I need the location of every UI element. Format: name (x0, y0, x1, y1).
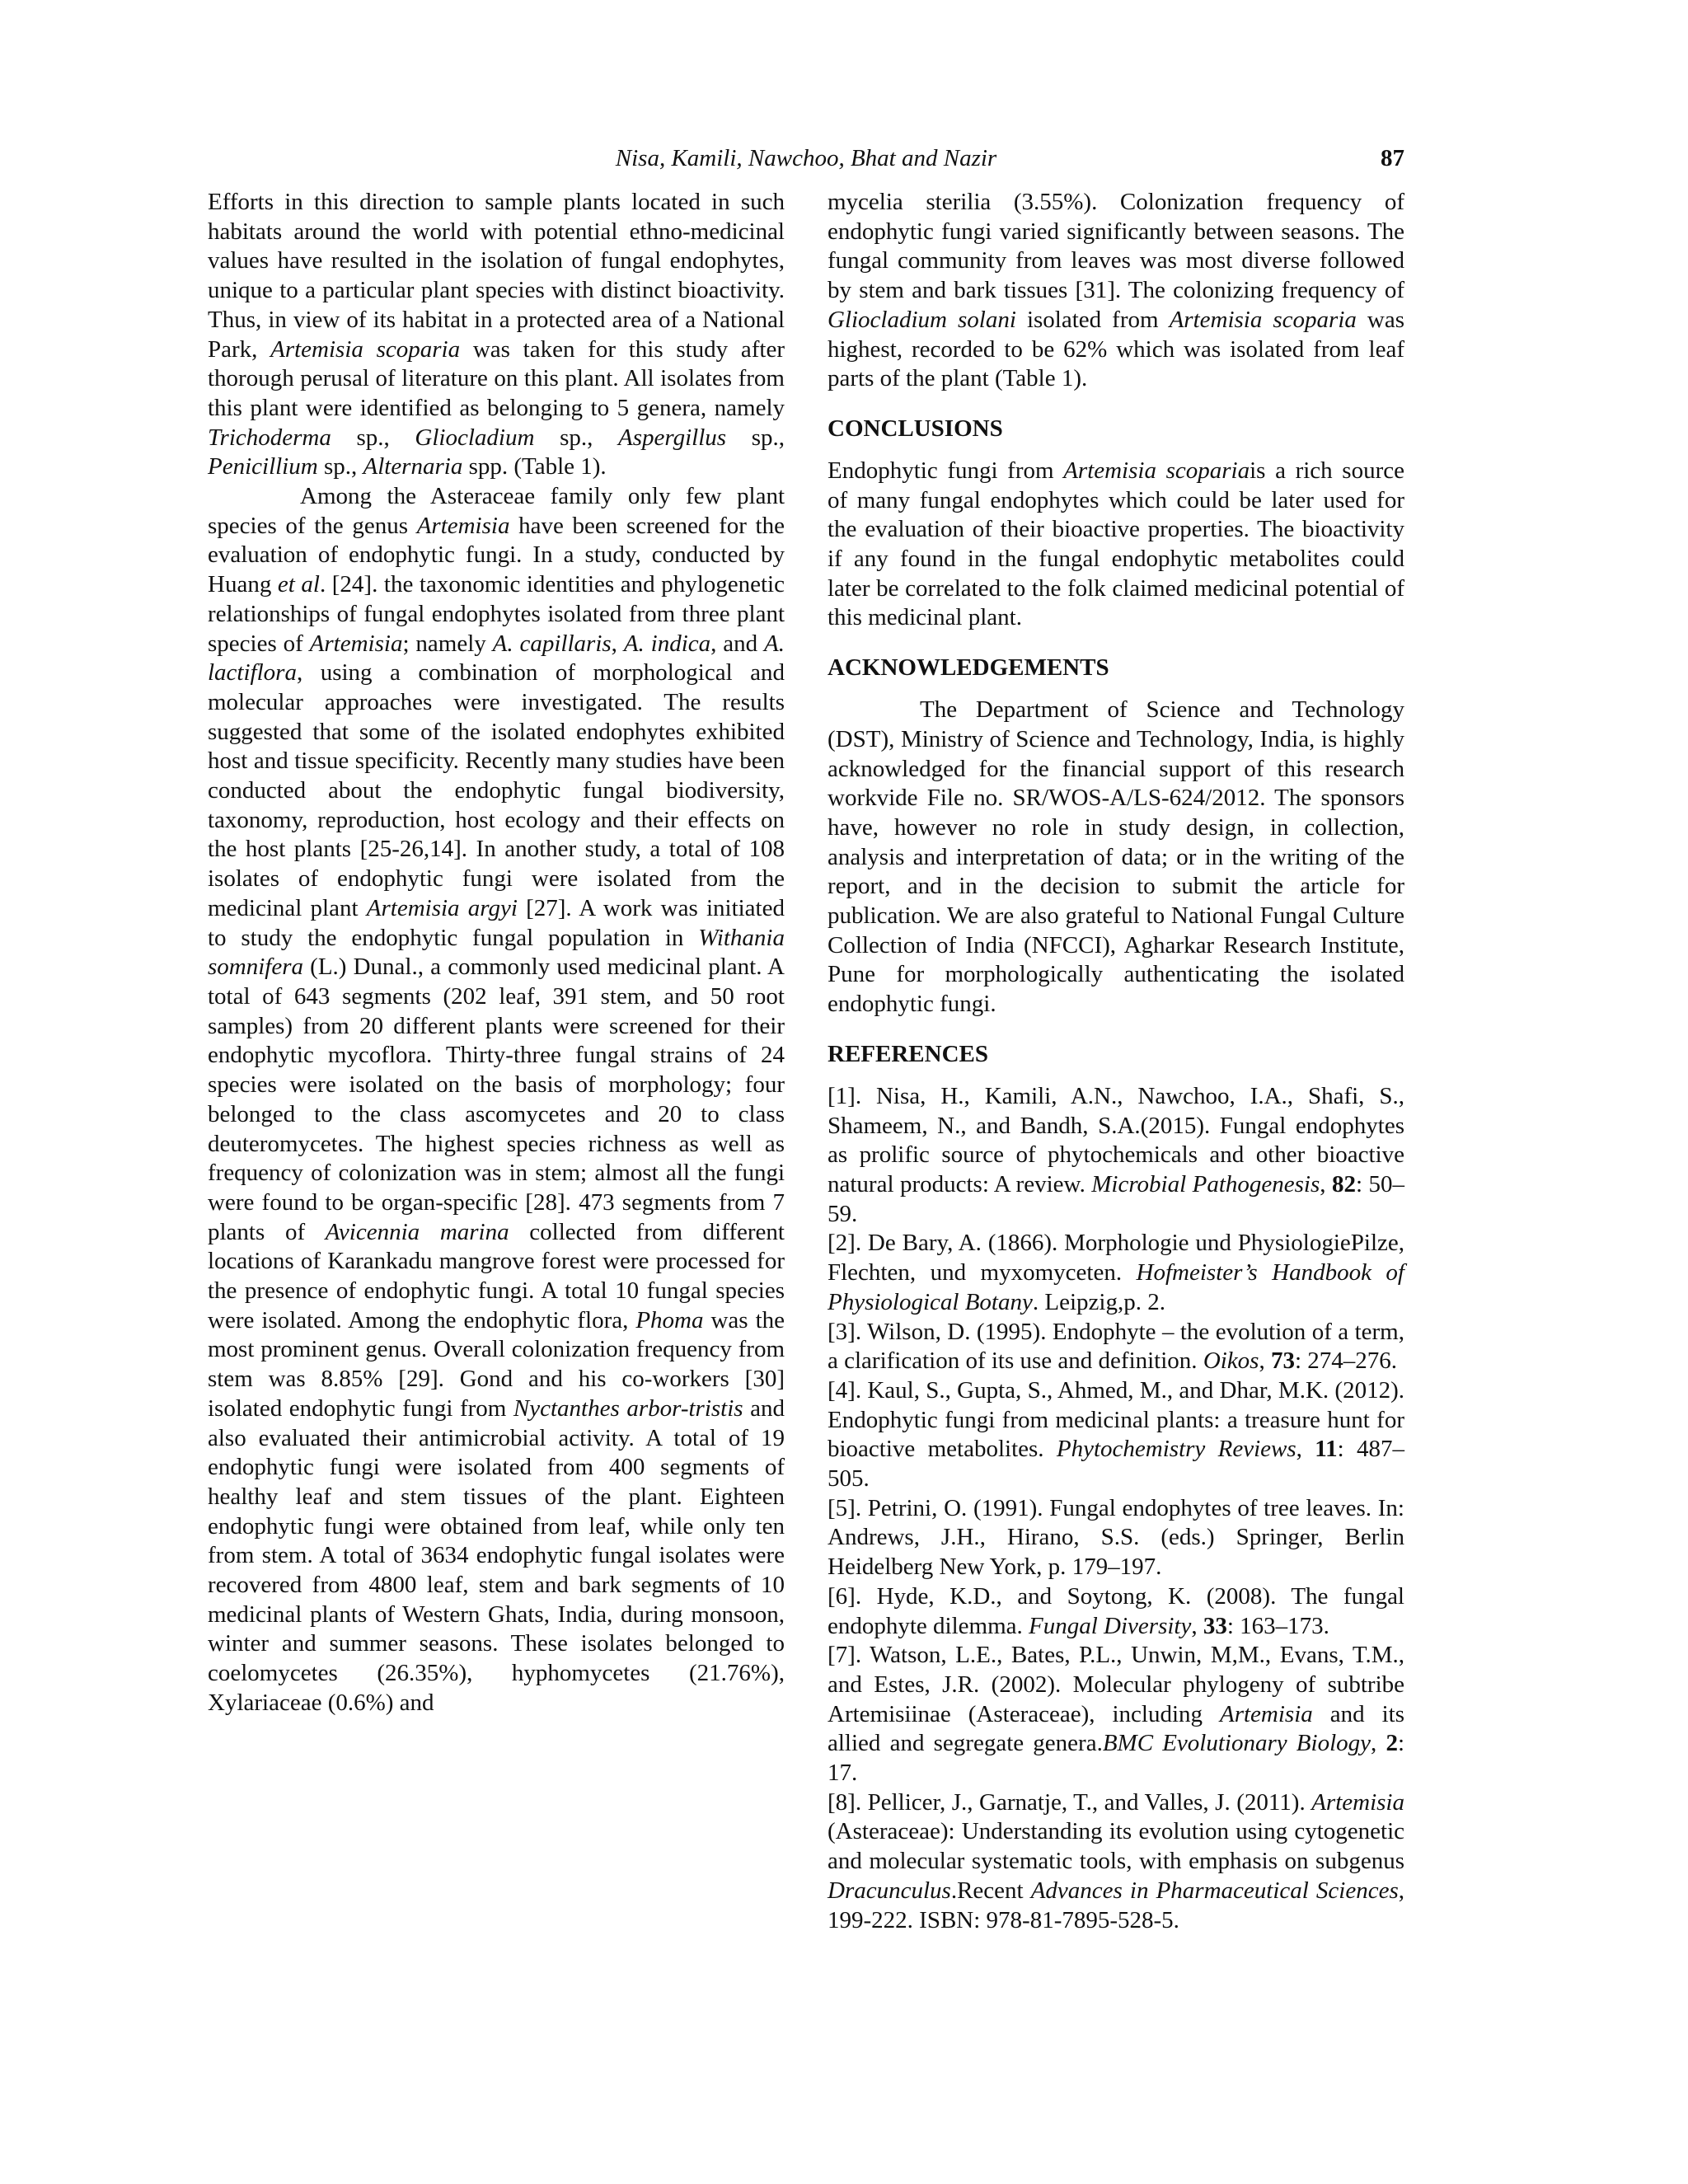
reference-item: [2]. De Bary, A. (1866). Morphologie und PhysiologiePilze, Flechten, und myxomyceten. Hofmeister’s Handbook of Physiological Botany. Leipzig,p. 2. (828, 1230, 1404, 1315)
body-paragraph: mycelia sterilia (3.55%). Colonization frequency of endophytic fungi varied significantly between seasons. The fungal community from leaves was most diverse followed by stem and bark tissues [31]. The colonizing frequency of Gliocladium solani isolated from Artemisia scoparia was highest, recorded to be 62% which was isolated from leaf parts of the plant (Table 1). (828, 189, 1404, 392)
page-number: 87 (1381, 145, 1404, 171)
page-header (208, 142, 1404, 175)
acknowledgements-heading: ACKNOWLEDGEMENTS (828, 654, 1109, 682)
right-column (828, 188, 1404, 1935)
reference-item: [1]. Nisa, H., Kamili, A.N., Nawchoo, I.A., Shafi, S., Shameem, N., and Bandh, S.A.(2015). Fungal endophytes as prolific source of phytochemicals and other bioactive natural products: A review. Microbial Pathogenesis, 82: 50–59. (828, 1082, 1404, 1227)
running-head: Nisa, Kamili, Nawchoo, Bhat and Nazir (615, 145, 997, 171)
reference-item: [3]. Wilson, D. (1995). Endophyte – the evolution of a term, a clarification of its use and definition. Oikos, 73: 274–276. (828, 1318, 1404, 1375)
acknowledgements-paragraph: The Department of Science and Technology (DST), Ministry of Science and Technology, India, is highly acknowledged for the financial support of this research workvide File no. SR/WOS-A/LS-624/2012. The sponsors have, however no role in study design, in collection, analysis and interpretation of data; or in the writing of the report, and in the decision to submit the article for publication. We are also grateful to National Fungal Culture Collection of India (NFCCI), Agharkar Research Institute, Pune for morphologically authenticating the isolated endophytic fungi. (828, 696, 1404, 1018)
reference-list (828, 1082, 1404, 1935)
conclusions-paragraph: Endophytic fungi from Artemisia scopariais a rich source of many fungal endophytes which could be later used for the evaluation of their bioactive properties. The bioactivity if any found in the fungal endophytic metabolites could later be correlated to the folk claimed medicinal potential of this medicinal plant. (828, 457, 1404, 631)
reference-item: [5]. Petrini, O. (1991). Fungal endophytes of tree leaves. In: Andrews, J.H., Hirano, S.S. (eds.) Springer, Berlin Heidelberg New York, p. 179–197. (828, 1494, 1404, 1581)
left-column (208, 188, 785, 1718)
body-paragraph: Among the Asteraceae family only few plant species of the genus Artemisia have been screened for the evaluation of endophytic fungi. In a study, conducted by Huang et al. [24]. the taxonomic identities and phylogenetic relationships of fungal endophytes isolated from three plant species of Artemisia; namely A. capillaris, A. indica, and A. lactiflora, using a combination of morphological and molecular approaches were investigated. The results suggested that some of the isolated endophytes exhibited host and tissue specificity. Recently many studies have been conducted about the endophytic fungal biodiversity, taxonomy, reproduction, host ecology and their effects on the host plants [25-26,14]. In another study, a total of 108 isolates of endophytic fungi were isolated from the medicinal plant Artemisia argyi [27]. A work was initiated to study the endophytic fungal population in Withania somnifera (L.) Dunal., a commonly used medicinal plant. A total of 643 segments (202 leaf, 391 stem, and 50 root samples) from 20 different plants were screened for their endophytic mycoflora. Thirty-three fungal strains of 24 species were isolated on the basis of morphology; four belonged to the class ascomycetes and 20 to class deuteromycetes. The highest species richness as well as frequency of colonization was in stem; almost all the fungi were found to be organ-specific [28]. 473 segments from 7 plants of Avicennia marina collected from different locations of Karankadu mangrove forest were processed for the presence of endophytic fungi. A total 10 fungal species were isolated. Among the endophytic flora, Phoma was the most prominent genus. Overall colonization frequency from stem was 8.85% [29]. Gond and his co-workers [30] isolated endophytic fungi from Nyctanthes arbor-tristis and also evaluated their antimicrobial activity. A total of 19 endophytic fungi were isolated from 400 segments of healthy leaf and stem tissues of the plant. Eighteen endophytic fungi were obtained from leaf, while only ten from stem. A total of 3634 endophytic fungal isolates were recovered from 4800 leaf, stem and bark segments of 10 medicinal plants of Western Ghats, India, during monsoon, winter and summer seasons. These isolates belonged to coelomycetes (26.35%), hyphomycetes (21.76%), Xylariaceae (0.6%) and (208, 483, 785, 1716)
reference-item: [6]. Hyde, K.D., and Soytong, K. (2008). The fungal endophyte dilemma. Fungal Diversity, 33: 163–173. (828, 1582, 1404, 1639)
body-paragraph: Efforts in this direction to sample plants located in such habitats around the world with potential ethno-medicinal values have resulted in the isolation of fungal endophytes, unique to a particular plant species with distinct bioactivity. Thus, in view of its habitat in a protected area of a National Park, Artemisia scoparia was taken for this study after thorough perusal of literature on this plant. All isolates from this plant were identified as belonging to 5 genera, namely Trichoderma sp., Gliocladium sp., Aspergillus sp., Penicillium sp., Alternaria spp. (Table 1). (208, 189, 785, 480)
conclusions-heading: CONCLUSIONS (828, 415, 1003, 442)
references-heading: REFERENCES (828, 1040, 988, 1067)
reference-item: [8]. Pellicer, J., Garnatje, T., and Valles, J. (2011). Artemisia (Asteraceae): Understanding its evolution using cytogenetic and molecular systematic tools, with emphasis on subgenus Dracunculus.Recent Advances in Pharmaceutical Sciences, 199-222. ISBN: 978-81-7895-528-5. (828, 1788, 1404, 1933)
reference-item: [7]. Watson, L.E., Bates, P.L., Unwin, M,M., Evans, T.M., and Estes, J.R. (2002). Molecular phylogeny of subtribe Artemisiinae (Asteraceae), including Artemisia and its allied and segregate genera.BMC Evolutionary Biology, 2: 17. (828, 1642, 1405, 1787)
reference-item: [4]. Kaul, S., Gupta, S., Ahmed, M., and Dhar, M.K. (2012). Endophytic fungi from medicinal plants: a treasure hunt for bioactive metabolites. Phytochemistry Reviews, 11: 487–505. (828, 1376, 1404, 1493)
